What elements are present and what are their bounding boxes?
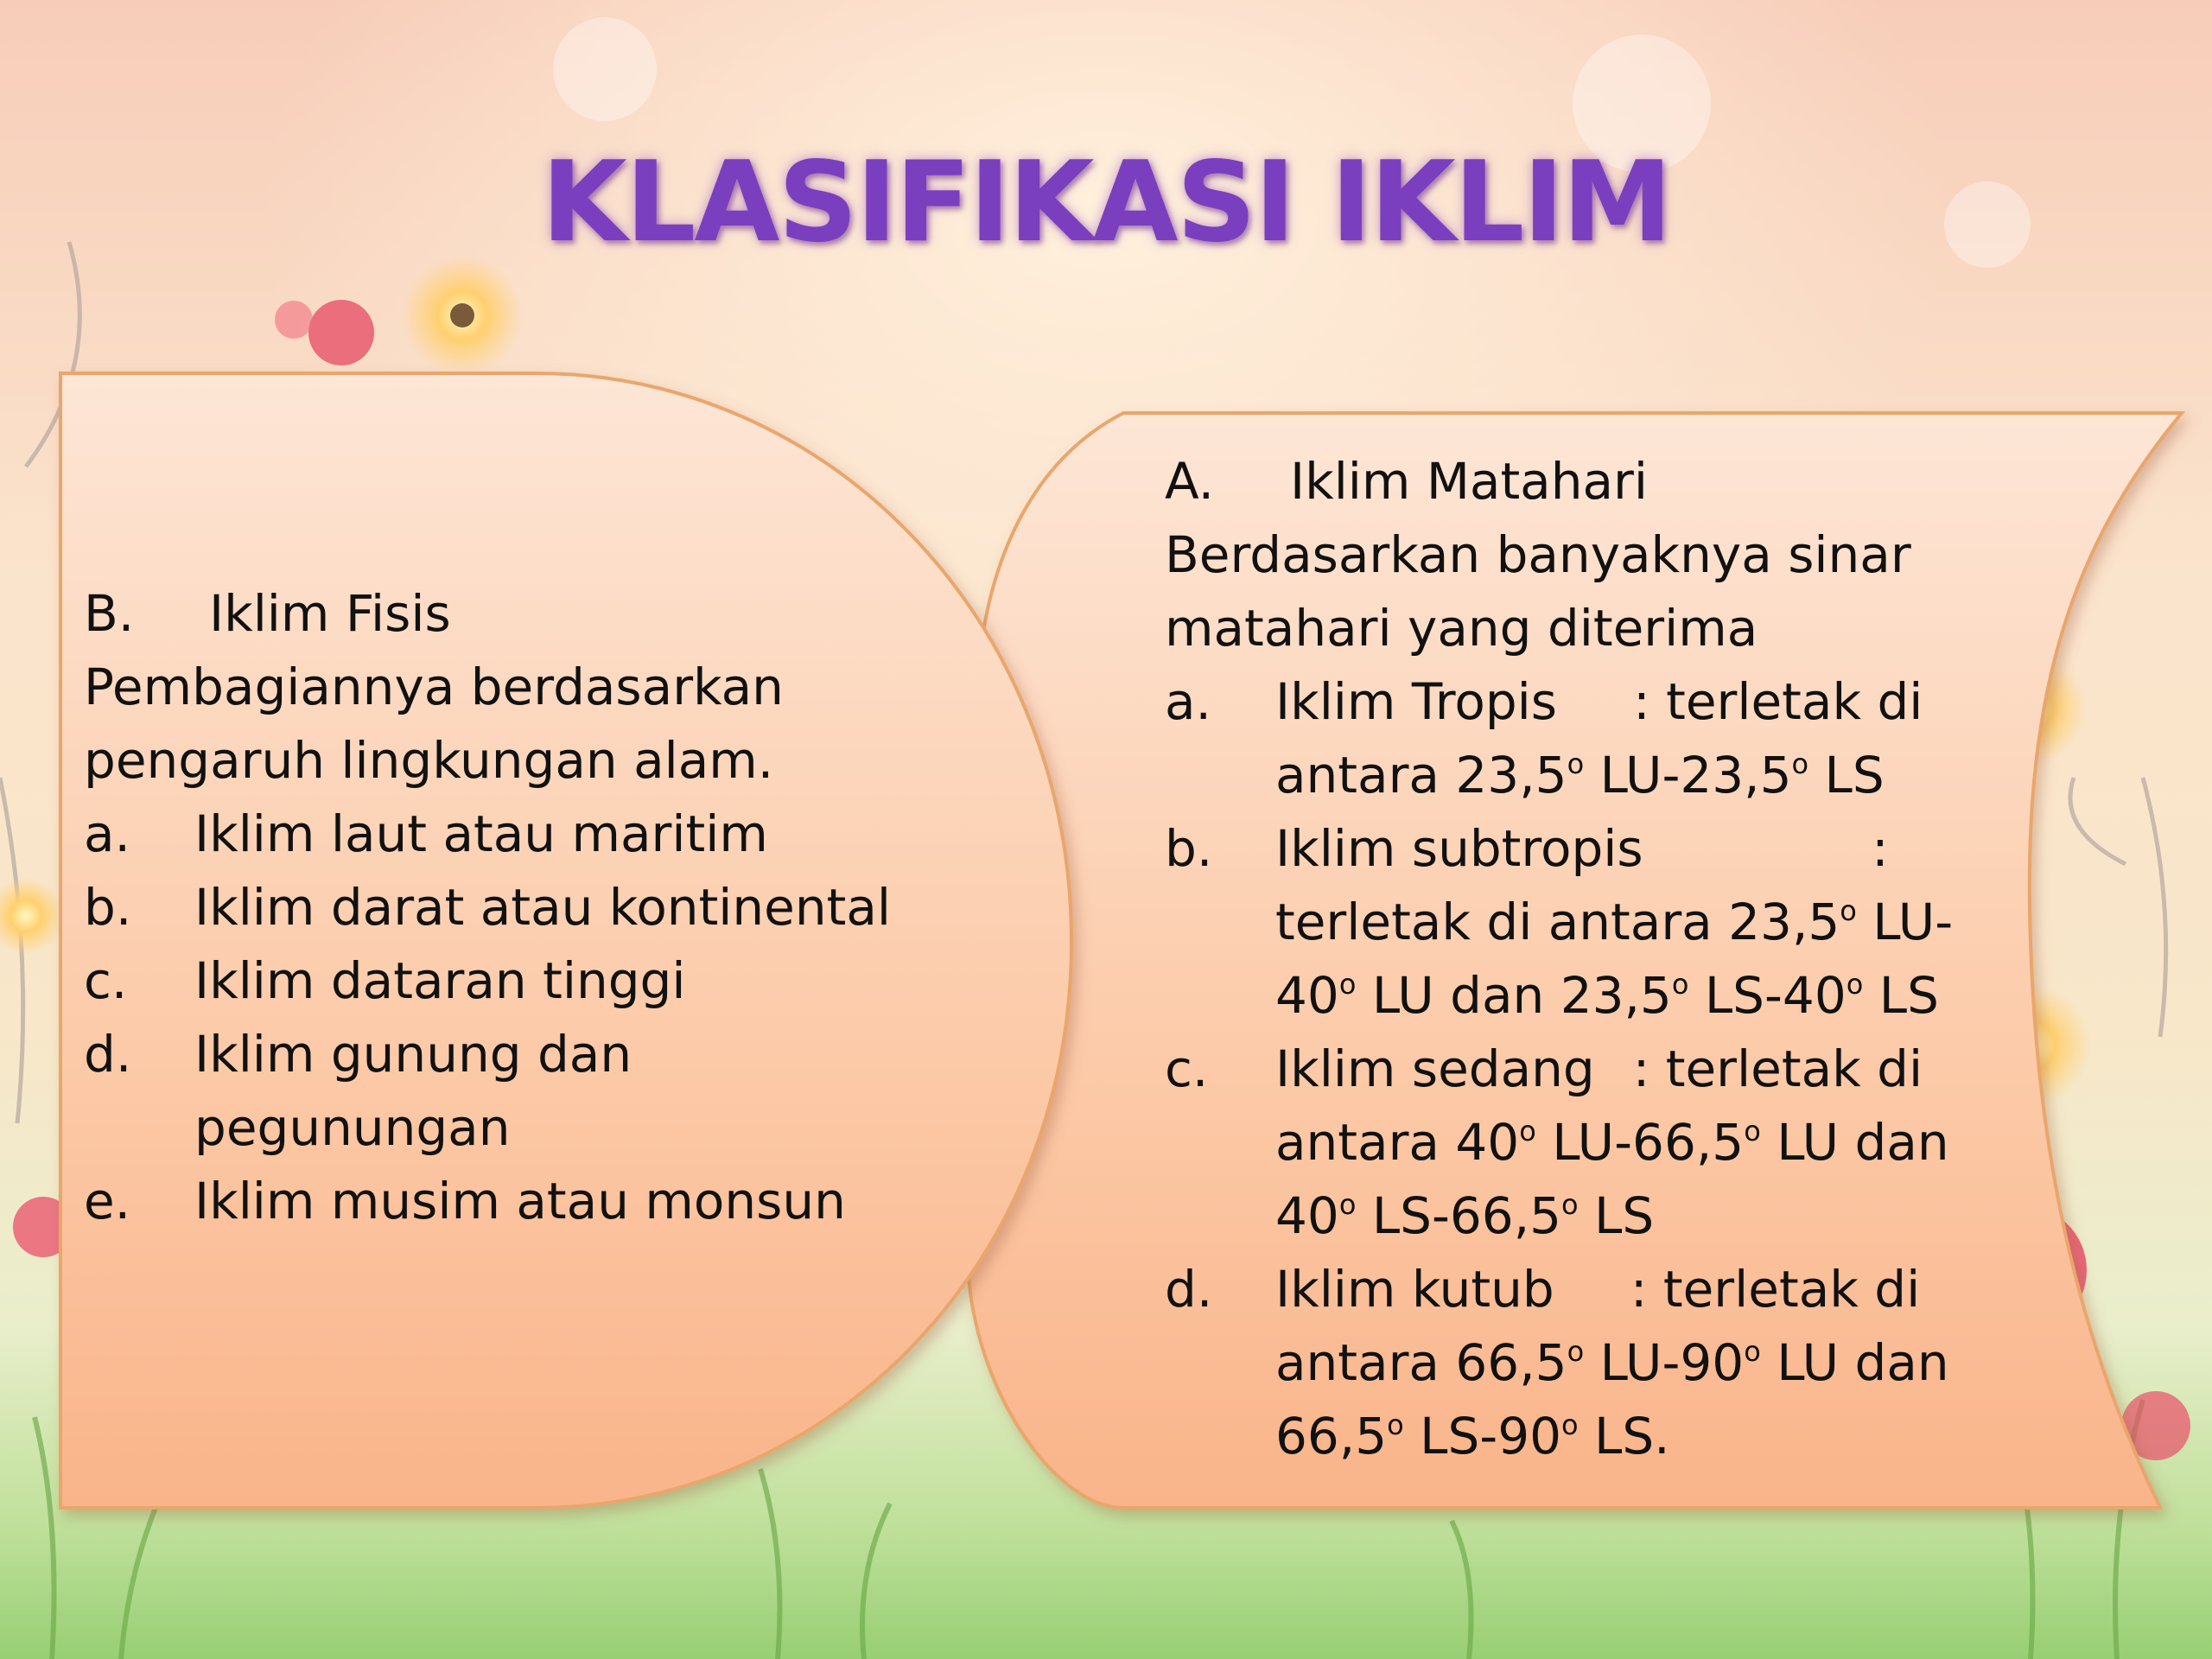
list-item-text: Iklim subtropis : bbox=[1275, 819, 1889, 878]
list-item bbox=[84, 944, 991, 1018]
list-marker: a. bbox=[1165, 672, 1211, 731]
list-item-text: Iklim darat atau kontinental bbox=[194, 878, 892, 937]
list-item bbox=[1165, 812, 2029, 1033]
heading-marker: A. bbox=[1165, 452, 1215, 511]
list-marker: d. bbox=[84, 1025, 132, 1084]
left-panel-content bbox=[84, 577, 991, 1238]
list-marker: e. bbox=[84, 1172, 131, 1230]
heading-text: Iklim Matahari bbox=[1290, 452, 1648, 511]
list-marker: c. bbox=[84, 951, 128, 1010]
right-panel-intro: matahari yang diterima bbox=[1165, 599, 1758, 658]
heading-text: Iklim Fisis bbox=[209, 584, 451, 643]
list-item-text: terletak di antara 23,5$^o$ LU- bbox=[1275, 893, 1954, 951]
page-title: KLASIFIKASI IKLIM bbox=[541, 138, 1671, 267]
list-item-text: pegunungan bbox=[194, 1098, 511, 1157]
list-item bbox=[84, 798, 991, 871]
list-item-text: antara 23,5$^o$ LU-23,5$^o$ LS bbox=[1275, 746, 1885, 804]
list-item bbox=[84, 1165, 991, 1238]
right-panel-heading bbox=[1165, 445, 2029, 518]
list-item-text: Iklim laut atau maritim bbox=[194, 804, 768, 863]
list-item-text: Iklim Tropis : terletak di bbox=[1275, 672, 1923, 731]
list-item bbox=[1165, 665, 2029, 812]
left-panel-heading bbox=[84, 577, 991, 651]
list-item-text: Iklim kutub : terletak di bbox=[1275, 1260, 1921, 1319]
list-marker: a. bbox=[84, 804, 130, 863]
left-panel-intro: Pembagiannya berdasarkan bbox=[84, 658, 784, 716]
list-item bbox=[84, 1018, 991, 1165]
list-item-text: Iklim gunung dan bbox=[194, 1025, 632, 1084]
list-item bbox=[1165, 1033, 2029, 1253]
list-item-text: Iklim dataran tinggi bbox=[194, 951, 686, 1010]
list-marker: b. bbox=[84, 878, 132, 937]
right-panel-content bbox=[1165, 445, 2029, 1473]
list-marker: c. bbox=[1165, 1039, 1209, 1098]
heading-marker: B. bbox=[84, 584, 135, 643]
list-marker: b. bbox=[1165, 819, 1213, 878]
list-marker: d. bbox=[1165, 1260, 1213, 1319]
list-item-text: antara 66,5$^o$ LU-90$^o$ LU dan bbox=[1275, 1333, 1949, 1392]
list-item bbox=[84, 871, 991, 944]
right-panel-intro: Berdasarkan banyaknya sinar bbox=[1165, 525, 1911, 584]
list-item-text: Iklim musim atau monsun bbox=[194, 1172, 846, 1230]
list-item-text: 40$^o$ LS-66,5$^o$ LS bbox=[1275, 1186, 1655, 1245]
list-item-text: 40$^o$ LU dan 23,5$^o$ LS-40$^o$ LS bbox=[1275, 966, 1939, 1025]
left-panel-intro: pengaruh lingkungan alam. bbox=[84, 731, 774, 790]
list-item bbox=[1165, 1253, 2029, 1473]
list-item-text: 66,5$^o$ LS-90$^o$ LS. bbox=[1275, 1407, 1670, 1465]
list-item-text: antara 40$^o$ LU-66,5$^o$ LU dan bbox=[1275, 1113, 1949, 1172]
list-item-text: Iklim sedang : terletak di bbox=[1275, 1039, 1923, 1098]
